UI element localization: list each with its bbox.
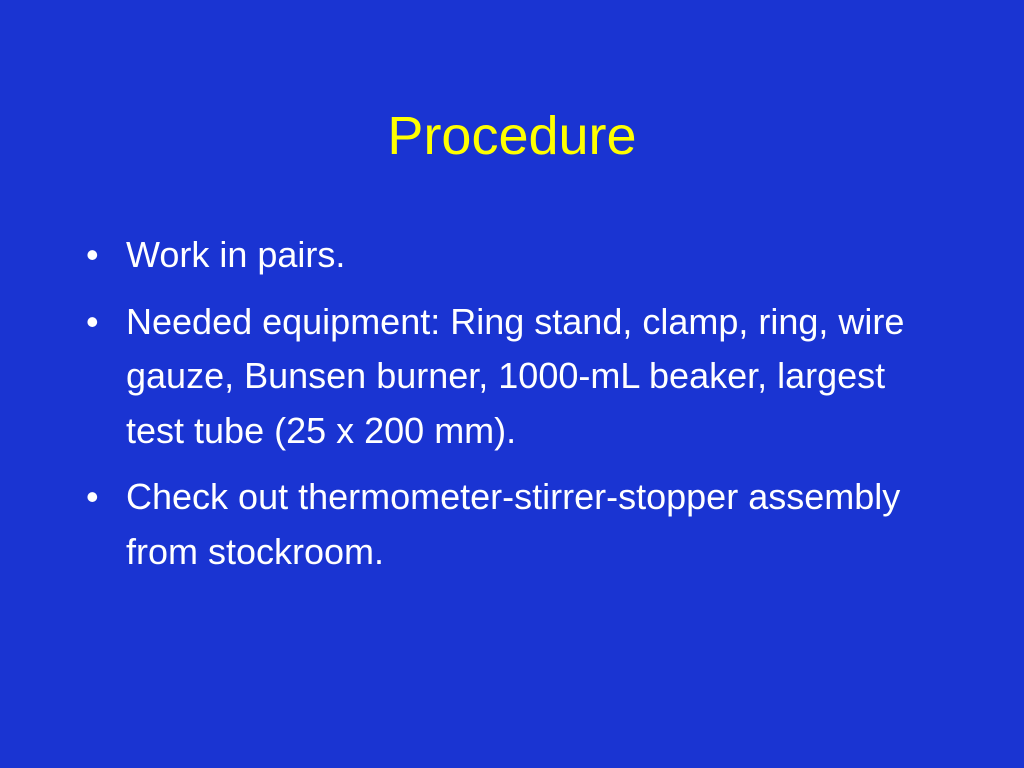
bullet-item xyxy=(86,470,946,579)
bullet-item xyxy=(86,295,946,459)
slide-title: Procedure xyxy=(387,106,637,166)
bullet-marker: • xyxy=(86,234,99,275)
bullet-item xyxy=(86,228,946,283)
bullet-marker: • xyxy=(86,300,99,342)
bullet-text: Work in pairs. xyxy=(126,234,346,275)
bullet-text: Needed equipment: Ring stand, clamp, ring, wire gauze, Bunsen burner, 1000-mL beaker, largest test tube (25 x 200 mm). xyxy=(126,300,905,451)
bullet-list xyxy=(86,228,946,591)
bullet-text: Check out thermometer-stirrer-stopper assembly from stockroom. xyxy=(126,476,901,572)
bullet-marker: • xyxy=(86,476,99,517)
